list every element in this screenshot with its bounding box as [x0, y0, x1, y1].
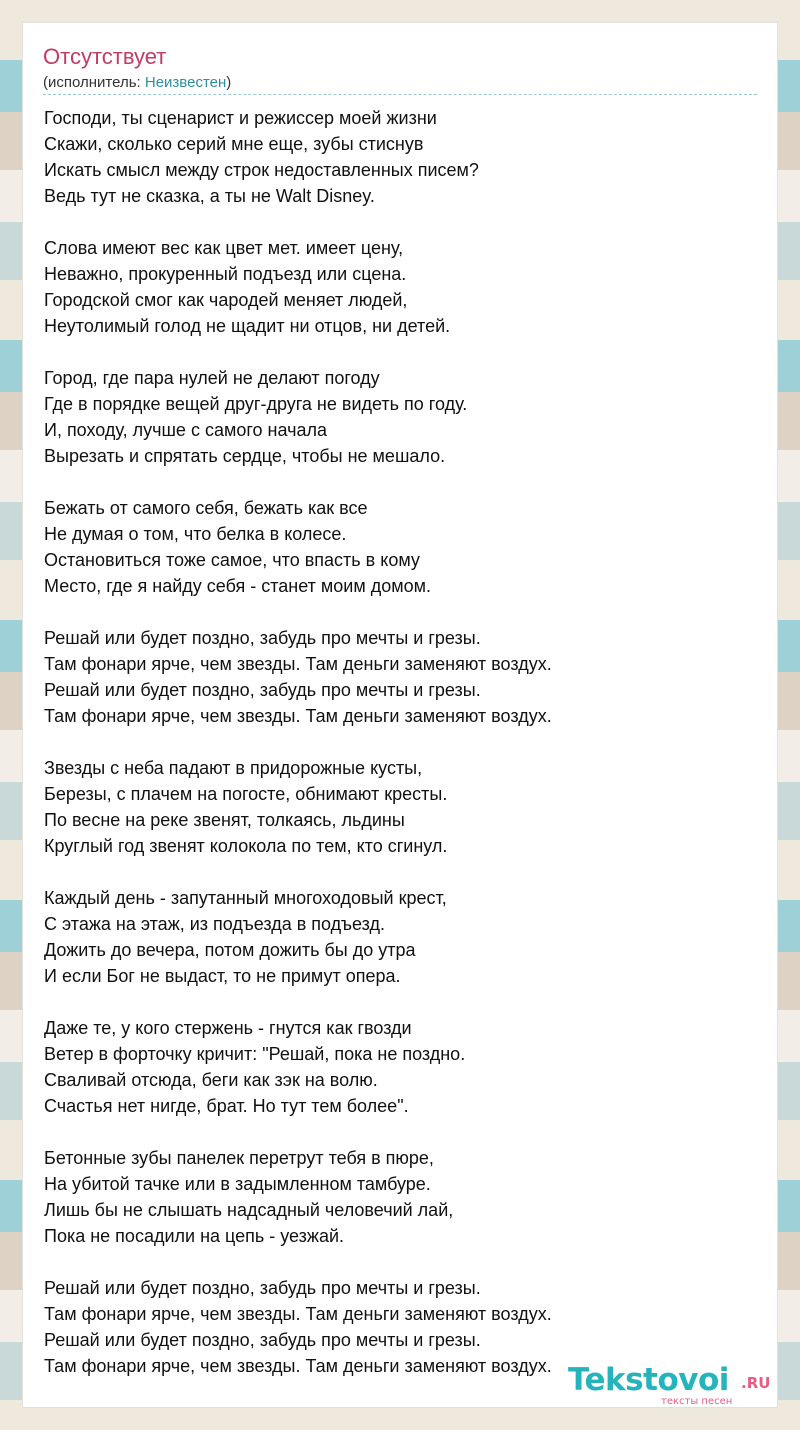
lyric-line: Где в порядке вещей друг-друга не видеть по году.: [44, 394, 468, 414]
song-title: Отсутствует: [43, 44, 167, 69]
divider: [43, 94, 757, 95]
lyric-line: И если Бог не выдаст, то не примут опера.: [44, 966, 401, 986]
artist-line: [43, 73, 231, 93]
logo-tagline: тексты песен: [661, 1396, 733, 1407]
lyric-line: Там фонари ярче, чем звезды. Там деньги заменяют воздух.: [44, 654, 552, 674]
lyric-line: Ветер в форточку кричит: "Решай, пока не поздно.: [44, 1044, 466, 1064]
stanza: [44, 885, 759, 989]
lyric-line: С этажа на этаж, из подъезда в подъезд.: [44, 914, 386, 934]
lyric-line: И, походу, лучше с самого начала: [44, 420, 327, 440]
logo-wordmark: Tekstovoi: [568, 1362, 729, 1398]
lyric-line: Звезды с неба падают в придорожные кусты,: [44, 758, 423, 778]
lyric-line: Город, где пара нулей не делают погоду: [44, 368, 380, 388]
artist-suffix: ): [226, 74, 232, 91]
lyric-line: Не думая о том, что белка в колесе.: [44, 524, 347, 544]
lyric-line: Решай или будет поздно, забудь про мечты и грезы.: [44, 628, 481, 648]
lyric-line: Решай или будет поздно, забудь про мечты и грезы.: [44, 1330, 481, 1350]
lyric-line: Господи, ты сценарист и режиссер моей жизни: [44, 108, 437, 128]
lyric-line: По весне на реке звенят, толкаясь, льдины: [44, 810, 405, 830]
lyric-line: Неутолимый голод не щадит ни отцов, ни детей.: [44, 316, 451, 336]
lyric-line: Бетонные зубы панелек перетрут тебя в пюре,: [44, 1148, 434, 1168]
lyric-line: Березы, с плачем на погосте, обнимают кресты.: [44, 784, 448, 804]
lyric-line: Там фонари ярче, чем звезды. Там деньги заменяют воздух.: [44, 1304, 552, 1324]
lyric-line: Круглый год звенят колокола по тем, кто сгинул.: [44, 836, 448, 856]
lyric-line: Скажи, сколько серий мне еще, зубы стиснув: [44, 134, 424, 154]
lyric-line: Пока не посадили на цепь - уезжай.: [44, 1226, 345, 1246]
lyric-line: Сваливай отсюда, беги как зэк на волю.: [44, 1070, 378, 1090]
lyric-line: Дожить до вечера, потом дожить бы до утра: [44, 940, 416, 960]
stanza: [44, 755, 759, 859]
lyric-line: Там фонари ярче, чем звезды. Там деньги заменяют воздух.: [44, 706, 552, 726]
stanza: [44, 365, 759, 469]
lyric-line: Ведь тут не сказка, а ты не Walt Disney.: [44, 186, 375, 206]
logo-domain: .RU: [741, 1374, 771, 1392]
lyric-line: Решай или будет поздно, забудь про мечты и грезы.: [44, 1278, 481, 1298]
lyric-line: Слова имеют вес как цвет мет. имеет цену,: [44, 238, 404, 258]
lyric-line: Там фонари ярче, чем звезды. Там деньги заменяют воздух.: [44, 1356, 552, 1376]
lyrics-text: [44, 105, 759, 1405]
site-logo[interactable]: [568, 1363, 778, 1409]
lyric-line: Искать смысл между строк недоставленных писем?: [44, 160, 479, 180]
lyric-line: Неважно, прокуренный подъезд или сцена.: [44, 264, 407, 284]
stanza: [44, 105, 759, 209]
lyrics-page: [22, 22, 778, 1408]
artist-link[interactable]: Неизвестен: [144, 74, 227, 91]
lyric-line: Бежать от самого себя, бежать как все: [44, 498, 368, 518]
lyric-line: На убитой тачке или в задымленном тамбуре.: [44, 1174, 431, 1194]
lyric-line: Лишь бы не слышать надсадный человечий лай,: [44, 1200, 454, 1220]
lyric-line: Решай или будет поздно, забудь про мечты и грезы.: [44, 680, 481, 700]
lyric-line: Каждый день - запутанный многоходовый крест,: [44, 888, 447, 908]
lyric-line: Даже те, у кого стержень - гнутся как гвозди: [44, 1018, 412, 1038]
lyric-line: Вырезать и спрятать сердце, чтобы не мешало.: [44, 446, 446, 466]
lyric-line: Место, где я найду себя - станет моим домом.: [44, 576, 431, 596]
stanza: [44, 1015, 759, 1119]
lyric-line: Счастья нет нигде, брат. Но тут тем более".: [44, 1096, 409, 1116]
stanza: [44, 495, 759, 599]
artist-prefix: (исполнитель:: [43, 74, 145, 91]
lyric-line: Городской смог как чародей меняет людей,: [44, 290, 408, 310]
stanza: [44, 1145, 759, 1249]
stanza: [44, 235, 759, 339]
lyric-line: Остановиться тоже самое, что впасть в кому: [44, 550, 420, 570]
stanza-chorus: [44, 625, 759, 729]
